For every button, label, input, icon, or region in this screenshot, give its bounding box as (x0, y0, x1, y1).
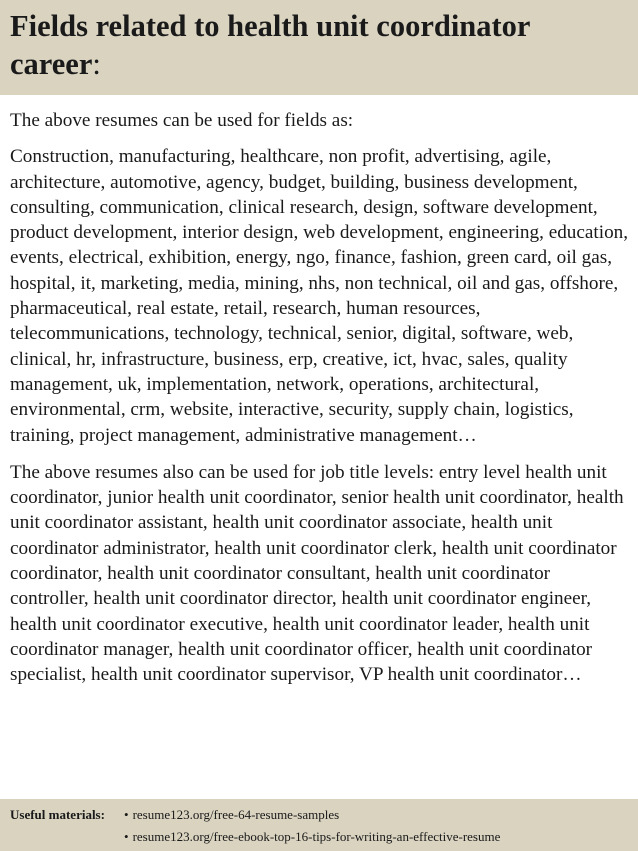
footer-indent-spacer (10, 826, 124, 848)
footer-row-1 (10, 804, 628, 826)
link-text[interactable]: resume123.org/free-64-resume-samples (132, 807, 340, 822)
title-band (0, 0, 638, 95)
bullet-icon: • (124, 807, 129, 822)
fields-intro-text: The above resumes can be used for fields as: (10, 110, 354, 131)
useful-materials-label (10, 804, 124, 826)
useful-materials-link-2[interactable] (124, 826, 500, 848)
fields-list-paragraph: Construction, manufacturing, healthcare, non profit, advertising, agile, architecture, automotive, agency, budget, building, business development, consulting, communication, clinical research, design, software development, product development, interior design, web development, engineering, education, events, electrical, exhibition, energy, ngo, finance, fashion, green card, oil gas, hospital, it, marketing, media, mining, nhs, non technical, oil and gas, offshore, pharmaceutical, real estate, retail, research, human resources, telecommunications, technology, technical, senior, digital, software, web, clinical, hr, infrastructure, business, erp, creative, ict, hvac, sales, quality management, uk, implementation, network, operations, architectural, environmental, crm, website, interactive, security, supply chain, logistics, training, project management, administrative management… (10, 146, 629, 446)
useful-materials-label-text: Useful materials (10, 807, 101, 822)
page-title-text: Fields related to health unit coordinator career (10, 9, 530, 81)
main-content (10, 108, 632, 688)
useful-materials-label-colon: : (100, 807, 105, 822)
useful-materials-footer (0, 799, 638, 851)
footer-row-2 (10, 826, 628, 848)
bullet-icon: • (124, 829, 129, 844)
page-title (10, 7, 628, 83)
page-title-colon: : (92, 47, 101, 81)
useful-materials-link-1[interactable] (124, 804, 339, 826)
link-text[interactable]: resume123.org/free-ebook-top-16-tips-for-writing-an-effective-resume (132, 829, 501, 844)
job-title-levels-paragraph: The above resumes also can be used for job title levels: entry level health unit coordinator, junior health unit coordinator, senior health unit coordinator, health unit coordinator assistant, health unit coordinator associate, health unit coordinator administrator, health unit coordinator clerk, health unit coordinator coordinator, health unit coordinator consultant, health unit coordinator controller, health unit coordinator director, health unit coordinator engineer, health unit coordinator executive, health unit coordinator leader, health unit coordinator manager, health unit coordinator officer, health unit coordinator specialist, health unit coordinator supervisor, VP health unit coordinator… (10, 461, 624, 686)
